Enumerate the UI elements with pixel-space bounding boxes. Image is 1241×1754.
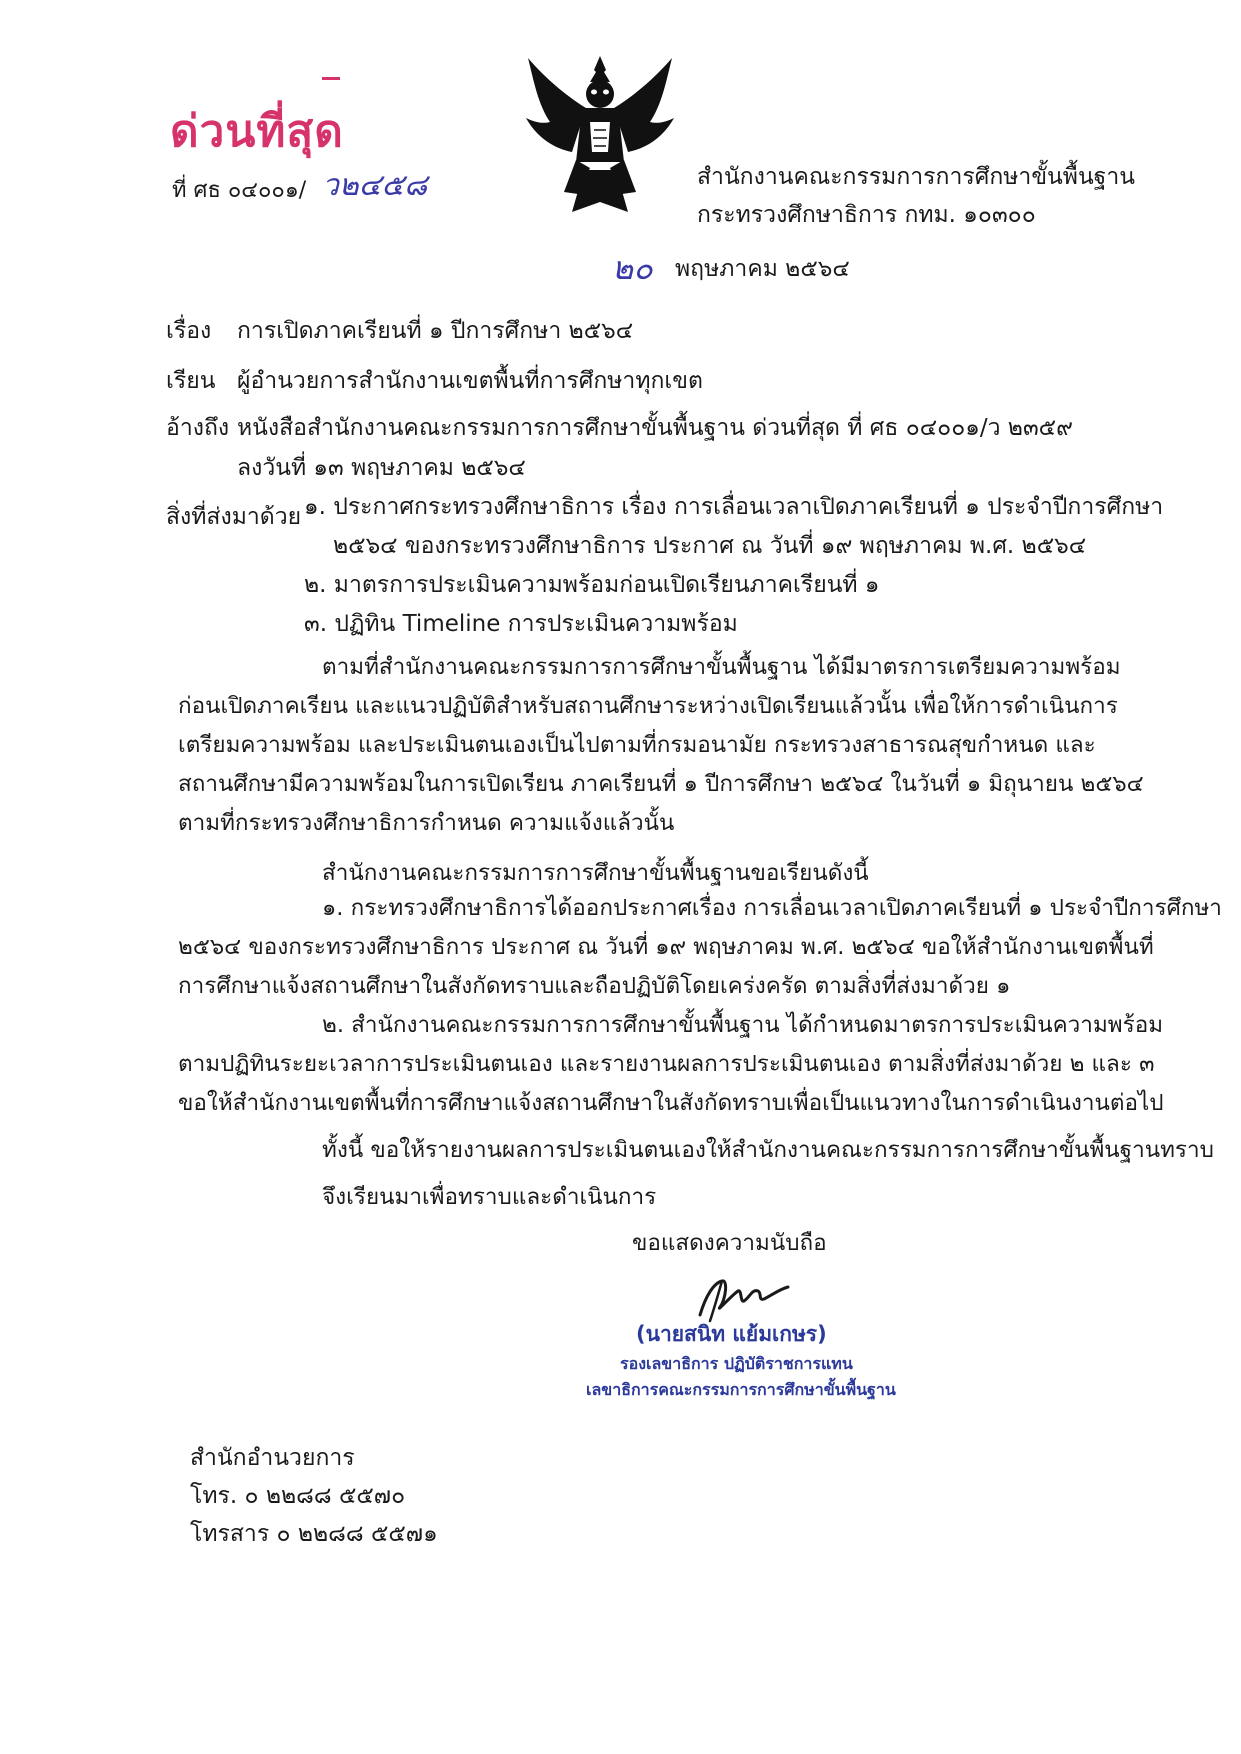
body-paragraph-1-line-5: ตามที่กระทรวงศึกษาธิการกำหนด ความแจ้งแล้วนั้น [178, 810, 675, 836]
body-item-2-line-2: ตามปฏิทินระยะเวลาการประเมินตนเอง และรายงานผลการประเมินตนเอง ตามสิ่งที่ส่งมาด้วย ๒ และ ๓ [178, 1051, 1155, 1077]
footer-office: สำนักอำนวยการ [190, 1445, 355, 1471]
urgency-mark [322, 77, 340, 80]
closing-salutation: ขอแสดงความนับถือ [632, 1230, 827, 1256]
reference-line-2: ลงวันที่ ๑๓ พฤษภาคม ๒๕๖๔ [237, 455, 526, 481]
enclosure-item-3: ๓. ปฏิทิน Timeline การประเมินความพร้อม [304, 611, 738, 637]
body-paragraph-2: สำนักงานคณะกรรมการการศึกษาขั้นพื้นฐานขอเรียนดังนี้ [322, 860, 869, 886]
urgency-stamp: ด่วนที่สุด [170, 106, 344, 157]
body-paragraph-1-line-3: เตรียมความพร้อม และประเมินตนเองเป็นไปตามที่กรมอนามัย กระทรวงสาธารณสุขกำหนด และ [178, 732, 1096, 758]
date-day-handwritten: ๒๐ [612, 249, 653, 287]
footer-fax: โทรสาร ๐ ๒๒๘๘ ๕๕๗๑ [190, 1521, 438, 1547]
body-paragraph-final: จึงเรียนมาเพื่อทราบและดำเนินการ [322, 1184, 657, 1210]
body-item-2-line-1: ๒. สำนักงานคณะกรรมการการศึกษาขั้นพื้นฐาน ได้กำหนดมาตรการประเมินความพร้อม [322, 1012, 1164, 1038]
doc-number-label: ที่ ศธ ๐๔๐๐๑/ [172, 178, 307, 203]
reference-line-1: หนังสือสำนักงานคณะกรรมการการศึกษาขั้นพื้นฐาน ด่วนที่สุด ที่ ศธ ๐๔๐๐๑/ว ๒๓๕๙ [237, 415, 1073, 441]
body-item-2-line-3: ขอให้สำนักงานเขตพื้นที่การศึกษาแจ้งสถานศึกษาในสังกัดทราบเพื่อเป็นแนวทางในการดำเนินงานต่อไป [178, 1090, 1164, 1116]
signatory-position-1: รองเลขาธิการ ปฏิบัติราชการแทน [620, 1354, 853, 1373]
enclosure-item-1a: ๑. ประกาศกระทรวงศึกษาธิการ เรื่อง การเลื่อนเวลาเปิดภาคเรียนที่ ๑ ประจำปีการศึกษา [304, 494, 1164, 520]
enclosure-item-2: ๒. มาตรการประเมินความพร้อมก่อนเปิดเรียนภาคเรียนที่ ๑ [304, 572, 880, 598]
reference-label: อ้างถึง [166, 415, 230, 441]
enclosure-label: สิ่งที่ส่งมาด้วย [166, 504, 302, 530]
garuda-emblem-icon [520, 52, 680, 222]
handwritten-signature-icon [692, 1265, 792, 1325]
body-paragraph-1-line-4: สถานศึกษามีความพร้อมในการเปิดเรียน ภาคเรียนที่ ๑ ปีการศึกษา ๒๕๖๔ ในวันที่ ๑ มิถุนายน ๒๕๖๔ [178, 771, 1144, 797]
date-month-year: พฤษภาคม ๒๕๖๔ [675, 256, 850, 282]
agency-address: กระทรวงศึกษาธิการ กทม. ๑๐๓๐๐ [697, 202, 1036, 228]
body-item-1-line-2: ๒๕๖๔ ของกระทรวงศึกษาธิการ ประกาศ ณ วันที่ ๑๙ พฤษภาคม พ.ศ. ๒๕๖๔ ขอให้สำนักงานเขตพื้นที่ [178, 934, 1154, 960]
body-item-1-line-1: ๑. กระทรวงศึกษาธิการได้ออกประกาศเรื่อง การเลื่อนเวลาเปิดภาคเรียนที่ ๑ ประจำปีการศึกษา [322, 895, 1222, 921]
enclosure-item-1b: ๒๕๖๔ ของกระทรวงศึกษาธิการ ประกาศ ณ วันที่ ๑๙ พฤษภาคม พ.ศ. ๒๕๖๔ [333, 533, 1087, 559]
subject-label: เรื่อง [166, 318, 212, 344]
body-paragraph-1-line-1: ตามที่สำนักงานคณะกรรมการการศึกษาขั้นพื้นฐาน ได้มีมาตรการเตรียมความพร้อม [322, 654, 1121, 680]
body-paragraph-1-line-2: ก่อนเปิดภาคเรียน และแนวปฏิบัติสำหรับสถานศึกษาระหว่างเปิดเรียนแล้วนั้น เพื่อให้การดำเนินการ [178, 693, 1118, 719]
body-item-1-line-3: การศึกษาแจ้งสถานศึกษาในสังกัดทราบและถือปฏิบัติโดยเคร่งครัด ตามสิ่งที่ส่งมาด้วย ๑ [178, 973, 1011, 999]
footer-phone: โทร. ๐ ๒๒๘๘ ๕๕๗๐ [190, 1483, 406, 1509]
body-paragraph-closing-request: ทั้งนี้ ขอให้รายงานผลการประเมินตนเองให้สำนักงานคณะกรรมการการศึกษาขั้นพื้นฐานทราบ [322, 1137, 1214, 1163]
signatory-position-2: เลขาธิการคณะกรรมการการศึกษาขั้นพื้นฐาน [586, 1380, 896, 1399]
doc-number-handwritten: ว๒๔๕๘ [322, 168, 428, 203]
agency-name: สำนักงานคณะกรรมการการศึกษาขั้นพื้นฐาน [697, 164, 1135, 190]
to-value: ผู้อำนวยการสำนักงานเขตพื้นที่การศึกษาทุกเขต [237, 368, 703, 394]
to-label: เรียน [166, 368, 216, 394]
subject-value: การเปิดภาคเรียนที่ ๑ ปีการศึกษา ๒๕๖๔ [237, 318, 634, 344]
signatory-name: (นายสนิท แย้มเกษร) [636, 1322, 827, 1346]
